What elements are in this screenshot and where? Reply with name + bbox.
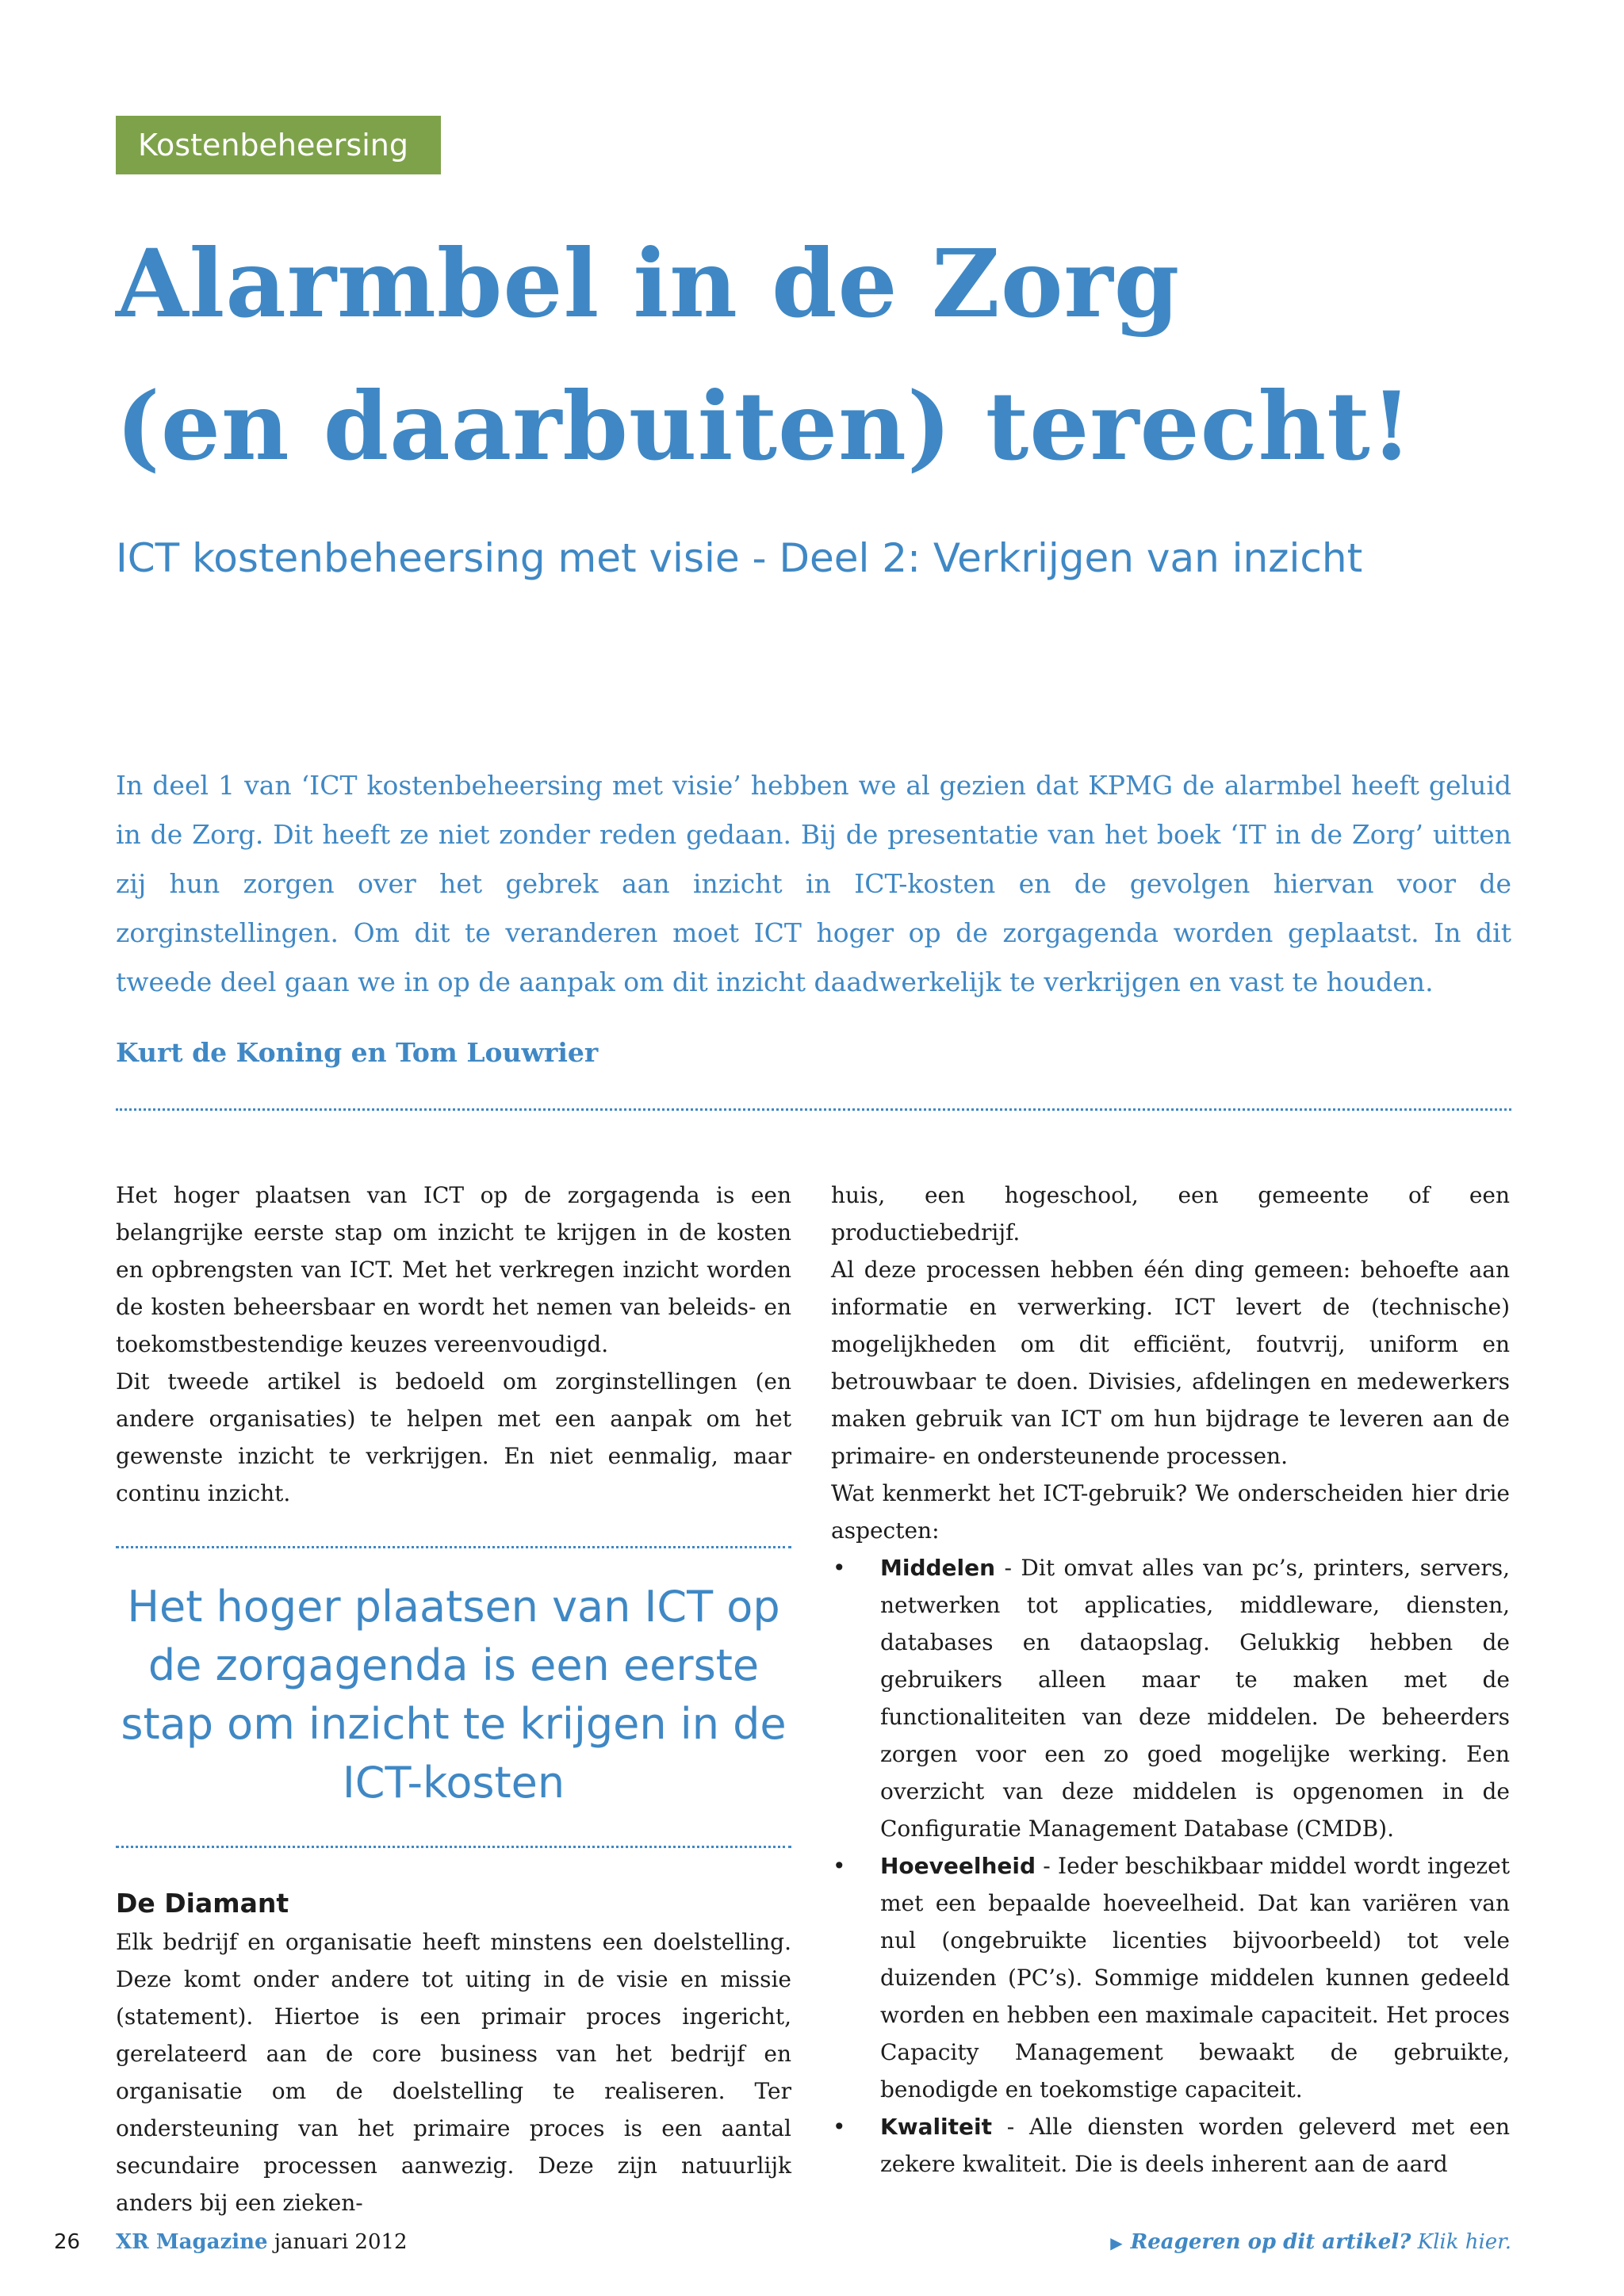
- issue-date: januari 2012: [274, 2230, 408, 2254]
- list-item: [831, 2108, 1510, 2183]
- lead-paragraph: In deel 1 van ‘ICT kostenbeheersing met visie’ hebben we al gezien dat KPMG de alarmbel heeft geluid in de Zorg. Dit heeft ze niet zonder reden gedaan. Bij de presentatie van het boek ‘IT in de Zorg’ uitten zij hun zorgen over het gebrek aan inzicht in ICT-kosten en de gevolgen hiervan voor de zorginstellingen. Om dit te veranderen moet ICT hoger op de zorgagenda worden geplaatst. In dit tweede deel gaan we in op de aanpak om dit inzicht daadwerkelijk te verkrijgen en vast te houden.: [116, 770, 1511, 997]
- body-paragraph: Elk bedrijf en organisatie heeft minstens een doelstelling. Deze komt onder andere tot uiting in de visie en missie (statement). Hiertoe is een primair proces ingericht, gerelateerd aan de core business van het bedrijf en organisatie om de doelstelling te realiseren. Ter ondersteuning van het primaire proces is een aantal secundaire processen aanwezig. Deze zijn natuurlijk anders bij een zieken-: [116, 1929, 791, 2216]
- list-item-text: - Alle diensten worden geleverd met een zekere kwaliteit. Die is deels inherent aan de aard: [880, 2114, 1510, 2177]
- pull-quote: Het hoger plaatsen van ICT op de zorgagenda is een eerste stap om inzicht te krijgen in de ICT-kosten: [121, 1582, 787, 1808]
- article-title: [116, 212, 1527, 498]
- body-paragraph: Het hoger plaatsen van ICT op de zorgagenda is een belangrijke eerste stap om inzicht te krijgen in de kosten en opbrengsten van ICT. Met het verkregen inzicht worden de kosten beheersbaar en wordt het nemen van beleids- en toekomstbestendige keuzes vereenvoudigd.: [116, 1182, 791, 1357]
- left-column-intro: [116, 1177, 791, 1512]
- left-column-section: [116, 1923, 791, 2221]
- aspects-list: [831, 1549, 1510, 2183]
- bullet-icon: •: [833, 1555, 846, 1581]
- body-paragraph: huis, een hogeschool, een gemeente of een productiebedrijf.: [831, 1182, 1510, 1246]
- pull-quote-divider-top: [116, 1546, 791, 1548]
- list-item-text: - Ieder beschikbaar middel wordt ingezet met een bepaalde hoeveelheid. Dat kan variëren van nul (ongebruikte licenties bijvoorbeeld) tot vele duizenden (PC’s). Sommige middelen kunnen gedeeld worden en hebben een maximale capaciteit. Het proces Capacity Management bewaakt de gebruikte, benodigde en toekomstige capaciteit.: [880, 1853, 1510, 2103]
- pull-quote-divider-bottom: [116, 1846, 791, 1848]
- right-column: [831, 1177, 1510, 2183]
- react-link-label: Reageren op dit artikel?: [1130, 2230, 1411, 2254]
- list-item-term: Middelen: [880, 1555, 996, 1581]
- article-title-line2: (en daarbuiten) terecht!: [116, 371, 1413, 481]
- list-item-text: - Dit omvat alles van pc’s, printers, servers, netwerken tot applicaties, middleware, diensten, databases en dataopslag. Gelukkig hebben de gebruikers alleen maar te maken met de functionaliteiten van deze middelen. De beheerders zorgen voor een zo goed mogelijke werking. Een overzicht van deze middelen is opgenomen in de Configuratie Management Database (CMDB).: [880, 1555, 1510, 1842]
- body-paragraph: Al deze processen hebben één ding gemeen: behoefte aan informatie en verwerking. ICT levert de (technische) mogelijkheden om dit efficiënt, foutvrij, uniform en betrouwbaar te doen. Divisies, afdelingen en medewerkers maken gebruik van ICT om hun bijdrage te leveren aan de primaire- en ondersteunende processen.: [831, 1257, 1510, 1469]
- page-number: 26: [54, 2230, 81, 2254]
- play-arrow-icon: ▶: [1110, 2233, 1123, 2252]
- body-paragraph: Wat kenmerkt het ICT-gebruik? We onderscheiden hier drie aspecten:: [831, 1480, 1510, 1544]
- bullet-icon: •: [833, 2114, 846, 2140]
- react-link[interactable]: [1110, 2225, 1511, 2260]
- list-item: [831, 1549, 1510, 1847]
- magazine-name: XR Magazine: [116, 2230, 268, 2254]
- authors: Kurt de Koning en Tom Louwrier: [116, 1037, 599, 1068]
- dotted-divider-top: [116, 1108, 1511, 1111]
- magazine-credit: [116, 2225, 408, 2260]
- section-heading: De Diamant: [116, 1888, 289, 1919]
- article-subtitle: ICT kostenbeheersing met visie - Deel 2: Verkrijgen van inzicht: [116, 535, 1363, 581]
- list-item: [831, 1847, 1510, 2108]
- section-tag: Kostenbeheersing: [116, 116, 441, 174]
- bullet-icon: •: [833, 1853, 846, 1879]
- react-link-action[interactable]: Klik hier.: [1417, 2230, 1511, 2254]
- list-item-term: Kwaliteit: [880, 2114, 993, 2140]
- list-item-term: Hoeveelheid: [880, 1853, 1036, 1879]
- article-title-line1: Alarmbel in de Zorg: [116, 228, 1181, 339]
- body-paragraph: Dit tweede artikel is bedoeld om zorginstellingen (en andere organisaties) te helpen met een aanpak om het gewenste inzicht te verkrijgen. En niet eenmalig, maar continu inzicht.: [116, 1368, 791, 1506]
